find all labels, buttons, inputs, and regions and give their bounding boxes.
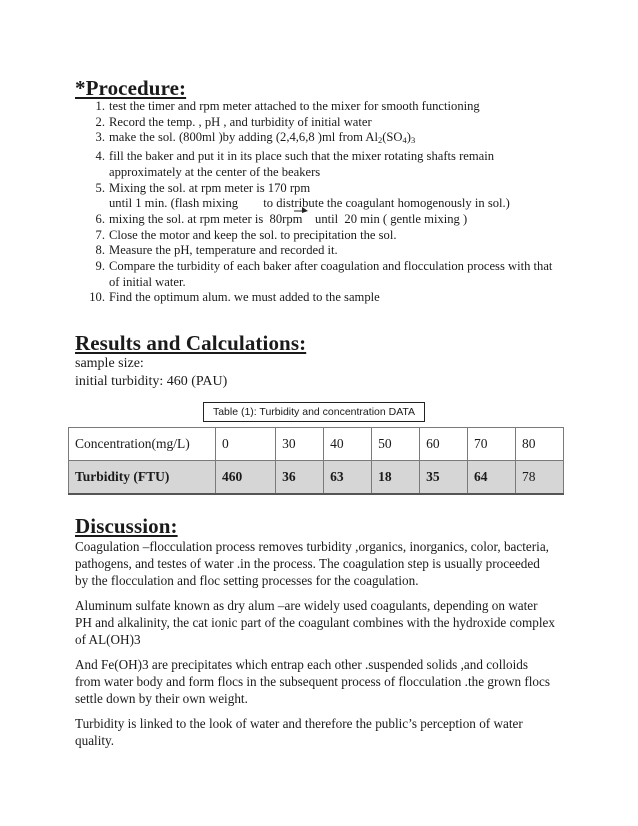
formula-subscript: 3 [410,135,416,146]
formula-text-mid: (SO [382,130,403,145]
table-cell: 0 [216,428,276,461]
row-label: Concentration(mg/L) [69,428,216,461]
table-cell: 30 [276,428,324,461]
sample-size-text: sample size: [75,356,144,371]
discussion-paragraph: Aluminum sulfate known as dry alum –are widely used coagulants, depending on water PH and alkalinity, the cat ionic part of the coagulant combines with the hydroxide complex of AL(OH)3 [75,598,555,647]
procedure-item [83,99,563,115]
table-cell: 35 [420,461,468,495]
procedure-item-text: Record the temp. , pH , and turbidity of initial water [109,114,372,129]
formula-subscript: 2 [377,135,383,146]
procedure-item [83,130,563,149]
discussion-paragraph: Turbidity is linked to the look of water and therefore the public’s perception of water quality. [75,716,523,748]
procedure-item [83,228,563,244]
table-cell: 18 [372,461,420,495]
procedure-item-number: 6. [95,211,105,226]
row-label: Turbidity (FTU) [69,461,216,495]
procedure-item-text: Mixing the sol. at rpm meter is 170 rpm until 1 min. (flash mixing to distribute the coagulant homogenously in sol.) [109,180,510,211]
procedure-item [83,259,563,290]
procedure-item-text: mixing the sol. at rpm meter is 80rpm until 20 min ( gentle mixing ) [109,211,468,226]
procedure-heading: *Procedure: [75,76,187,100]
procedure-list [83,99,563,306]
discussion-heading: Discussion: [75,514,178,538]
table-row [69,461,564,495]
procedure-item-number: 2. [95,114,105,129]
procedure-item-number: 9. [95,259,105,274]
procedure-item-text: test the timer and rpm meter attached to the mixer for smooth functioning [109,99,480,113]
procedure-item-text: Compare the turbidity of each baker after coagulation and flocculation process with that of initial water. [109,259,556,289]
formula-subscript: 4 [402,135,407,146]
procedure-item [83,212,563,228]
table-cell: 70 [468,428,516,461]
table-cell: 460 [216,461,276,495]
procedure-item-text: Close the motor and keep the sol. to precipitation the sol. [109,227,397,242]
procedure-item [83,243,563,259]
formula-text-before: make the sol. (800ml )by adding (2,4,6,8 )ml from Al [109,130,378,145]
arrow-icon [294,203,308,213]
formula-text-after: ) [406,130,411,145]
procedure-item-number: 7. [95,227,105,242]
procedure-item-number: 10. [89,290,105,305]
procedure-item [83,115,563,131]
discussion-paragraph: And Fe(OH)3 are precipitates which entrap each other .suspended solids ,and colloids from water body and form flocs in the subsequent process of flocculation .the grown flocs settle down by their own weight. [75,657,550,706]
procedure-item-number: 1. [95,99,105,113]
table-cell: 60 [420,428,468,461]
table-cell: 64 [468,461,516,495]
procedure-item [83,181,563,212]
table-cell: 80 [516,428,564,461]
table-cell: 36 [276,461,324,495]
procedure-item [83,149,563,180]
procedure-item-number: 5. [95,180,105,195]
table-cell: 50 [372,428,420,461]
procedure-item-text: Find the optimum alum. we must added to the sample [109,290,380,305]
procedure-item-text: Measure the pH, temperature and recorded it. [109,243,338,258]
initial-turbidity-text: initial turbidity: 460 (PAU) [75,374,228,389]
procedure-item-number: 3. [95,130,105,145]
table-cell: 63 [324,461,372,495]
table-cell: 40 [324,428,372,461]
table-cell: 78 [516,461,564,495]
table-row [69,428,564,461]
procedure-item [83,290,563,306]
procedure-item-number: 8. [95,243,105,258]
results-heading: Results and Calculations: [75,331,307,355]
discussion-paragraph: Coagulation –flocculation process removes turbidity ,organics, inorganics, color, bacteria, pathogens, and testes of water .in the process. The coagulation step is usually proceeded by the flocculation and floc setting processes for the coagulation. [75,539,549,588]
procedure-item-text [109,130,563,149]
procedure-item-number: 4. [95,149,105,164]
data-table [68,427,564,495]
table-caption: Table (1): Turbidity and concentration DATA [203,402,425,422]
procedure-item-text: fill the baker and put it in its place such that the mixer rotating shafts remain approximately at the center of the beakers [109,149,498,179]
